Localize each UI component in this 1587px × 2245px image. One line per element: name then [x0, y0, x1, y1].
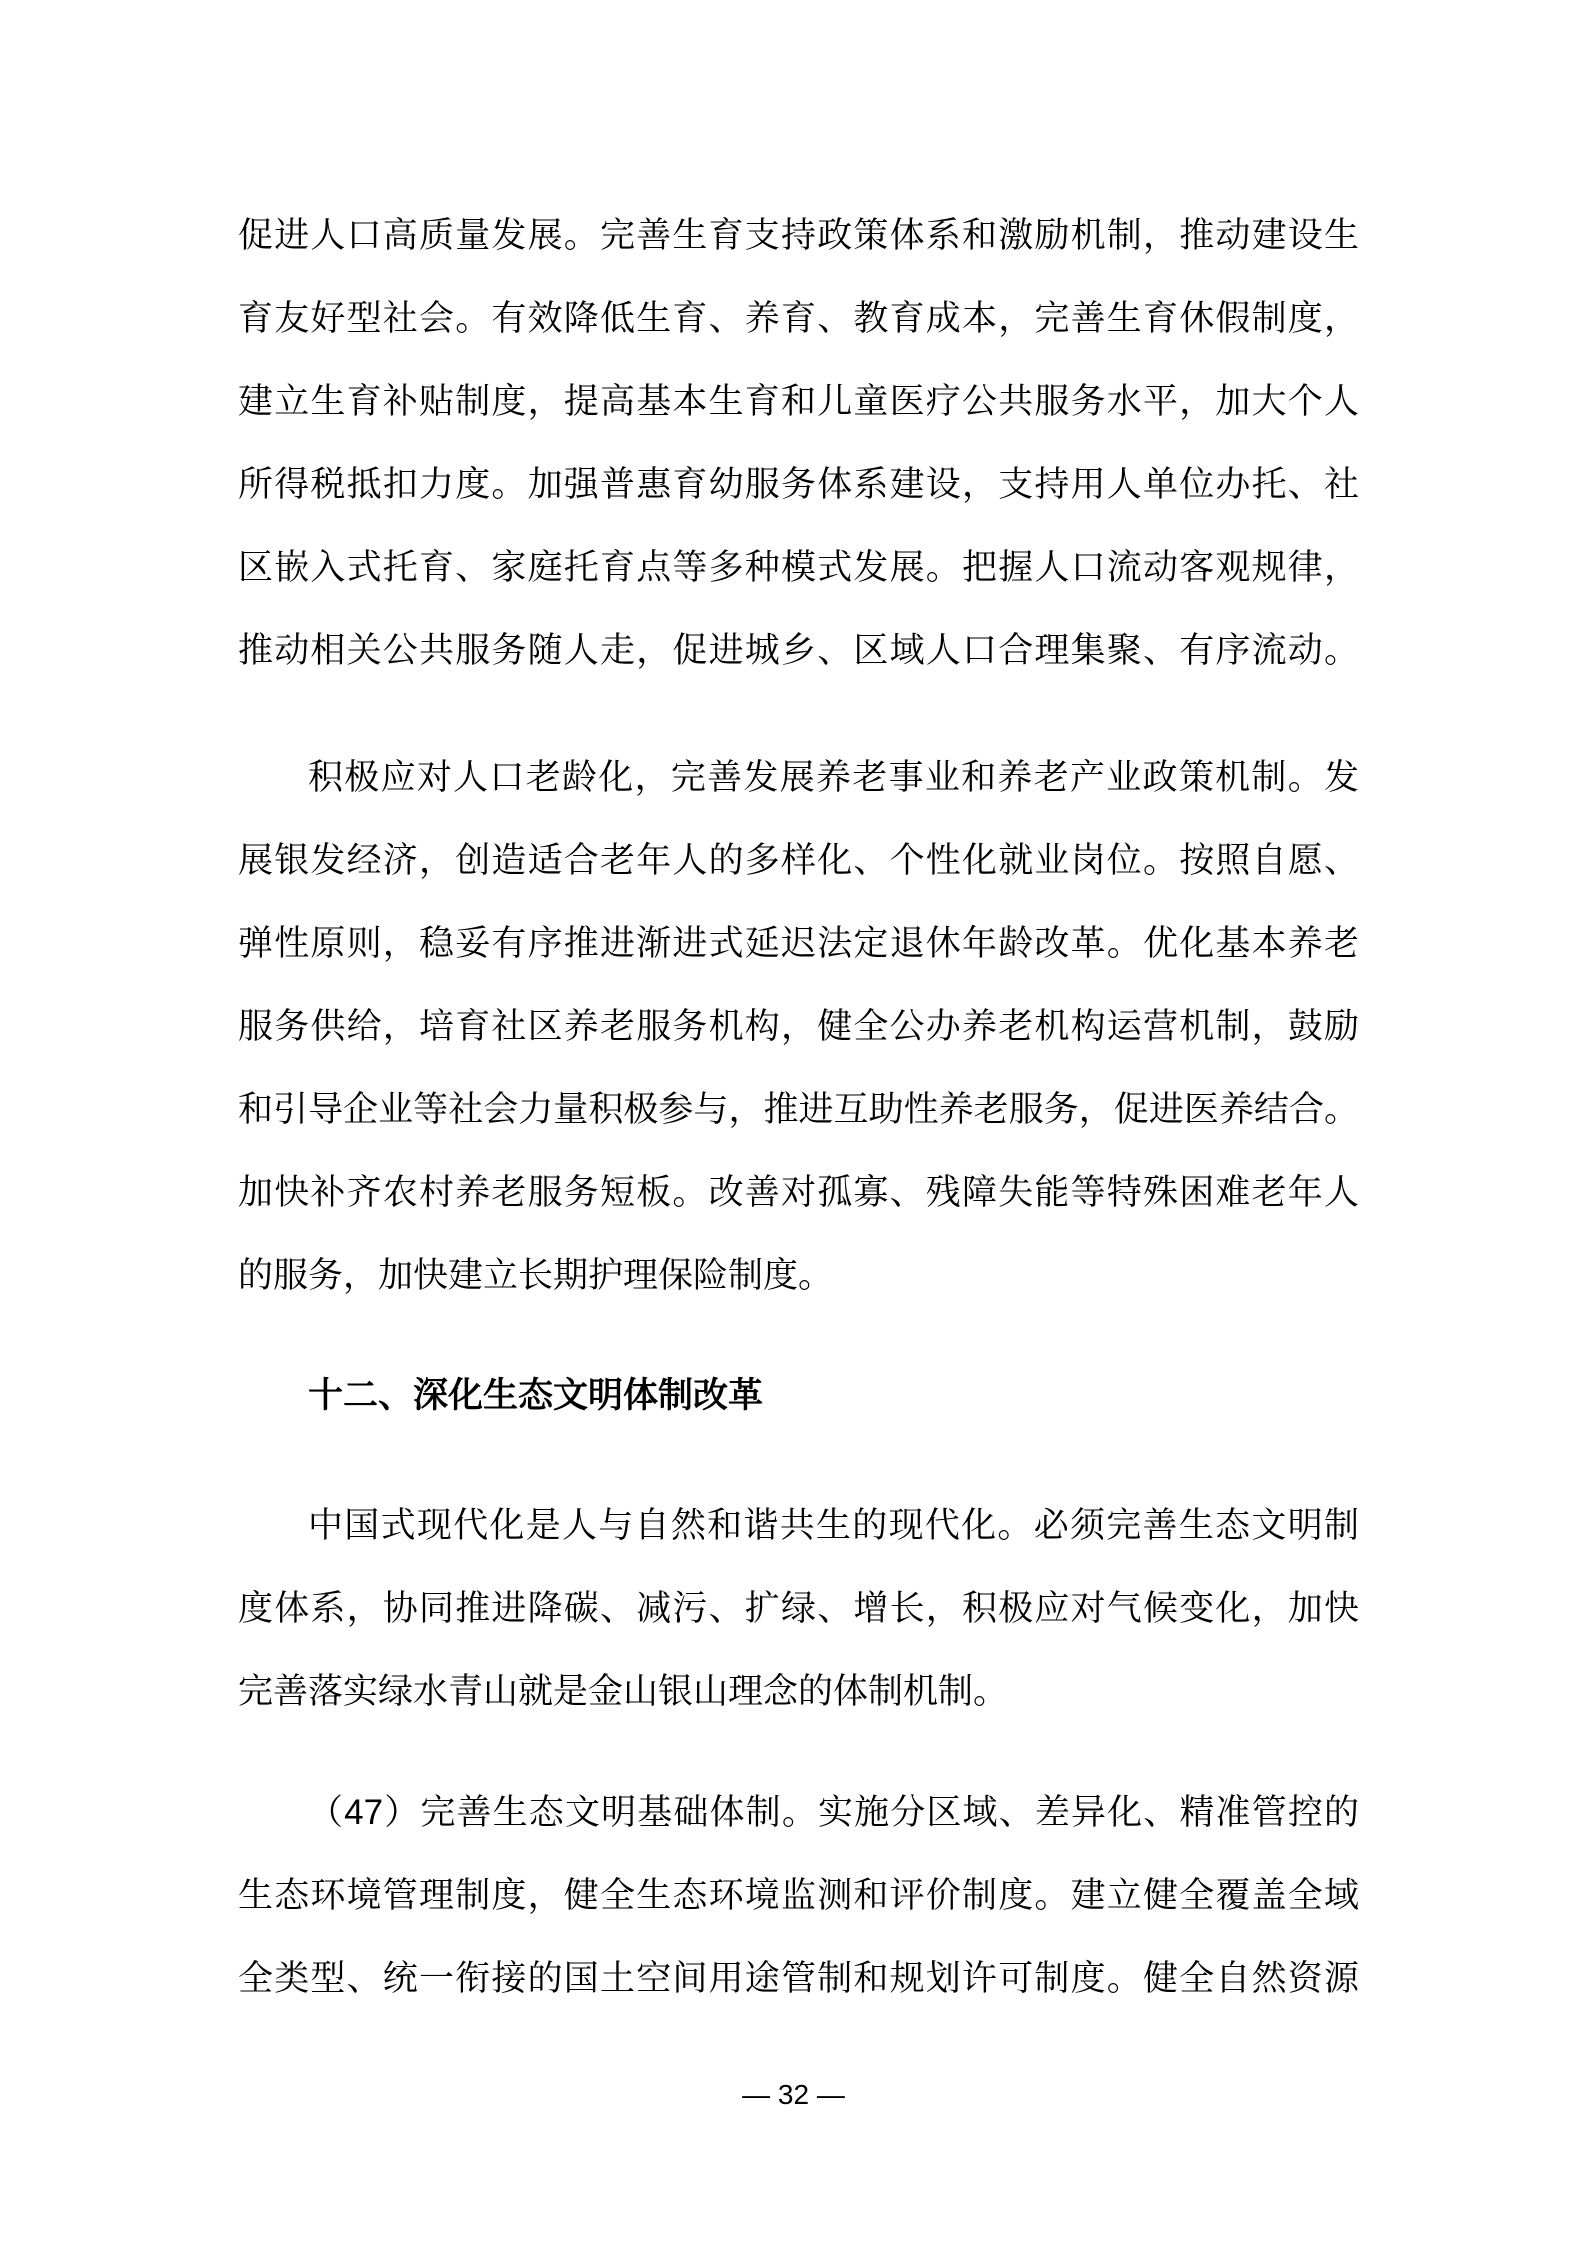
text-line: 展银发经济，创造适合老年人的多样化、个性化就业岗位。按照自愿、	[238, 841, 1359, 880]
text-line: （47）完善生态文明基础体制。实施分区域、差异化、精准管控的	[308, 1793, 1359, 1832]
text-line: 全类型、统一衔接的国土空间用途管制和规划许可制度。健全自然资源	[238, 1959, 1359, 1998]
text-line: 服务供给，培育社区养老服务机构，健全公办养老机构运营机制，鼓励	[238, 1007, 1359, 1046]
text-line: 促进人口高质量发展。完善生育支持政策体系和激励机制，推动建设生	[238, 216, 1359, 255]
text-line: 所得税抵扣力度。加强普惠育幼服务体系建设，支持用人单位办托、社	[238, 465, 1359, 504]
text-line: 度体系，协同推进降碳、减污、扩绿、增长，积极应对气候变化，加快	[238, 1589, 1359, 1628]
text-line: 生态环境管理制度，健全生态环境监测和评价制度。建立健全覆盖全域	[238, 1876, 1359, 1915]
page-number: — 32 —	[742, 2079, 845, 2110]
text-line: 中国式现代化是人与自然和谐共生的现代化。必须完善生态文明制	[308, 1506, 1359, 1545]
text-line: 区嵌入式托育、家庭托育点等多种模式发展。把握人口流动客观规律，	[238, 548, 1359, 587]
paragraph-ecology-intro	[238, 1484, 1359, 1733]
paragraph-item-47	[238, 1771, 1359, 2020]
section-heading: 十二、深化生态文明体制改革	[308, 1376, 764, 1415]
text-line: 弹性原则，稳妥有序推进渐进式延迟法定退休年龄改革。优化基本养老	[238, 924, 1359, 963]
text-line: 育友好型社会。有效降低生育、养育、教育成本，完善生育休假制度，	[238, 299, 1359, 338]
paragraph-aging	[238, 736, 1359, 1317]
text-line: 的服务，加快建立长期护理保险制度。	[238, 1256, 834, 1295]
text-line: 完善落实绿水青山就是金山银山理念的体制机制。	[238, 1672, 1009, 1711]
text-line: 加快补齐农村养老服务短板。改善对孤寡、残障失能等特殊困难老年人	[238, 1173, 1359, 1212]
text-line: 积极应对人口老龄化，完善发展养老事业和养老产业政策机制。发	[308, 758, 1359, 797]
text-line: 建立生育补贴制度，提高基本生育和儿童医疗公共服务水平，加大个人	[238, 382, 1359, 421]
text-line: 推动相关公共服务随人走，促进城乡、区域人口合理集聚、有序流动。	[238, 631, 1359, 670]
document-body	[238, 194, 1359, 2020]
paragraph-population	[238, 194, 1359, 692]
text-line: 和引导企业等社会力量积极参与，推进互助性养老服务，促进医养结合。	[238, 1090, 1359, 1129]
